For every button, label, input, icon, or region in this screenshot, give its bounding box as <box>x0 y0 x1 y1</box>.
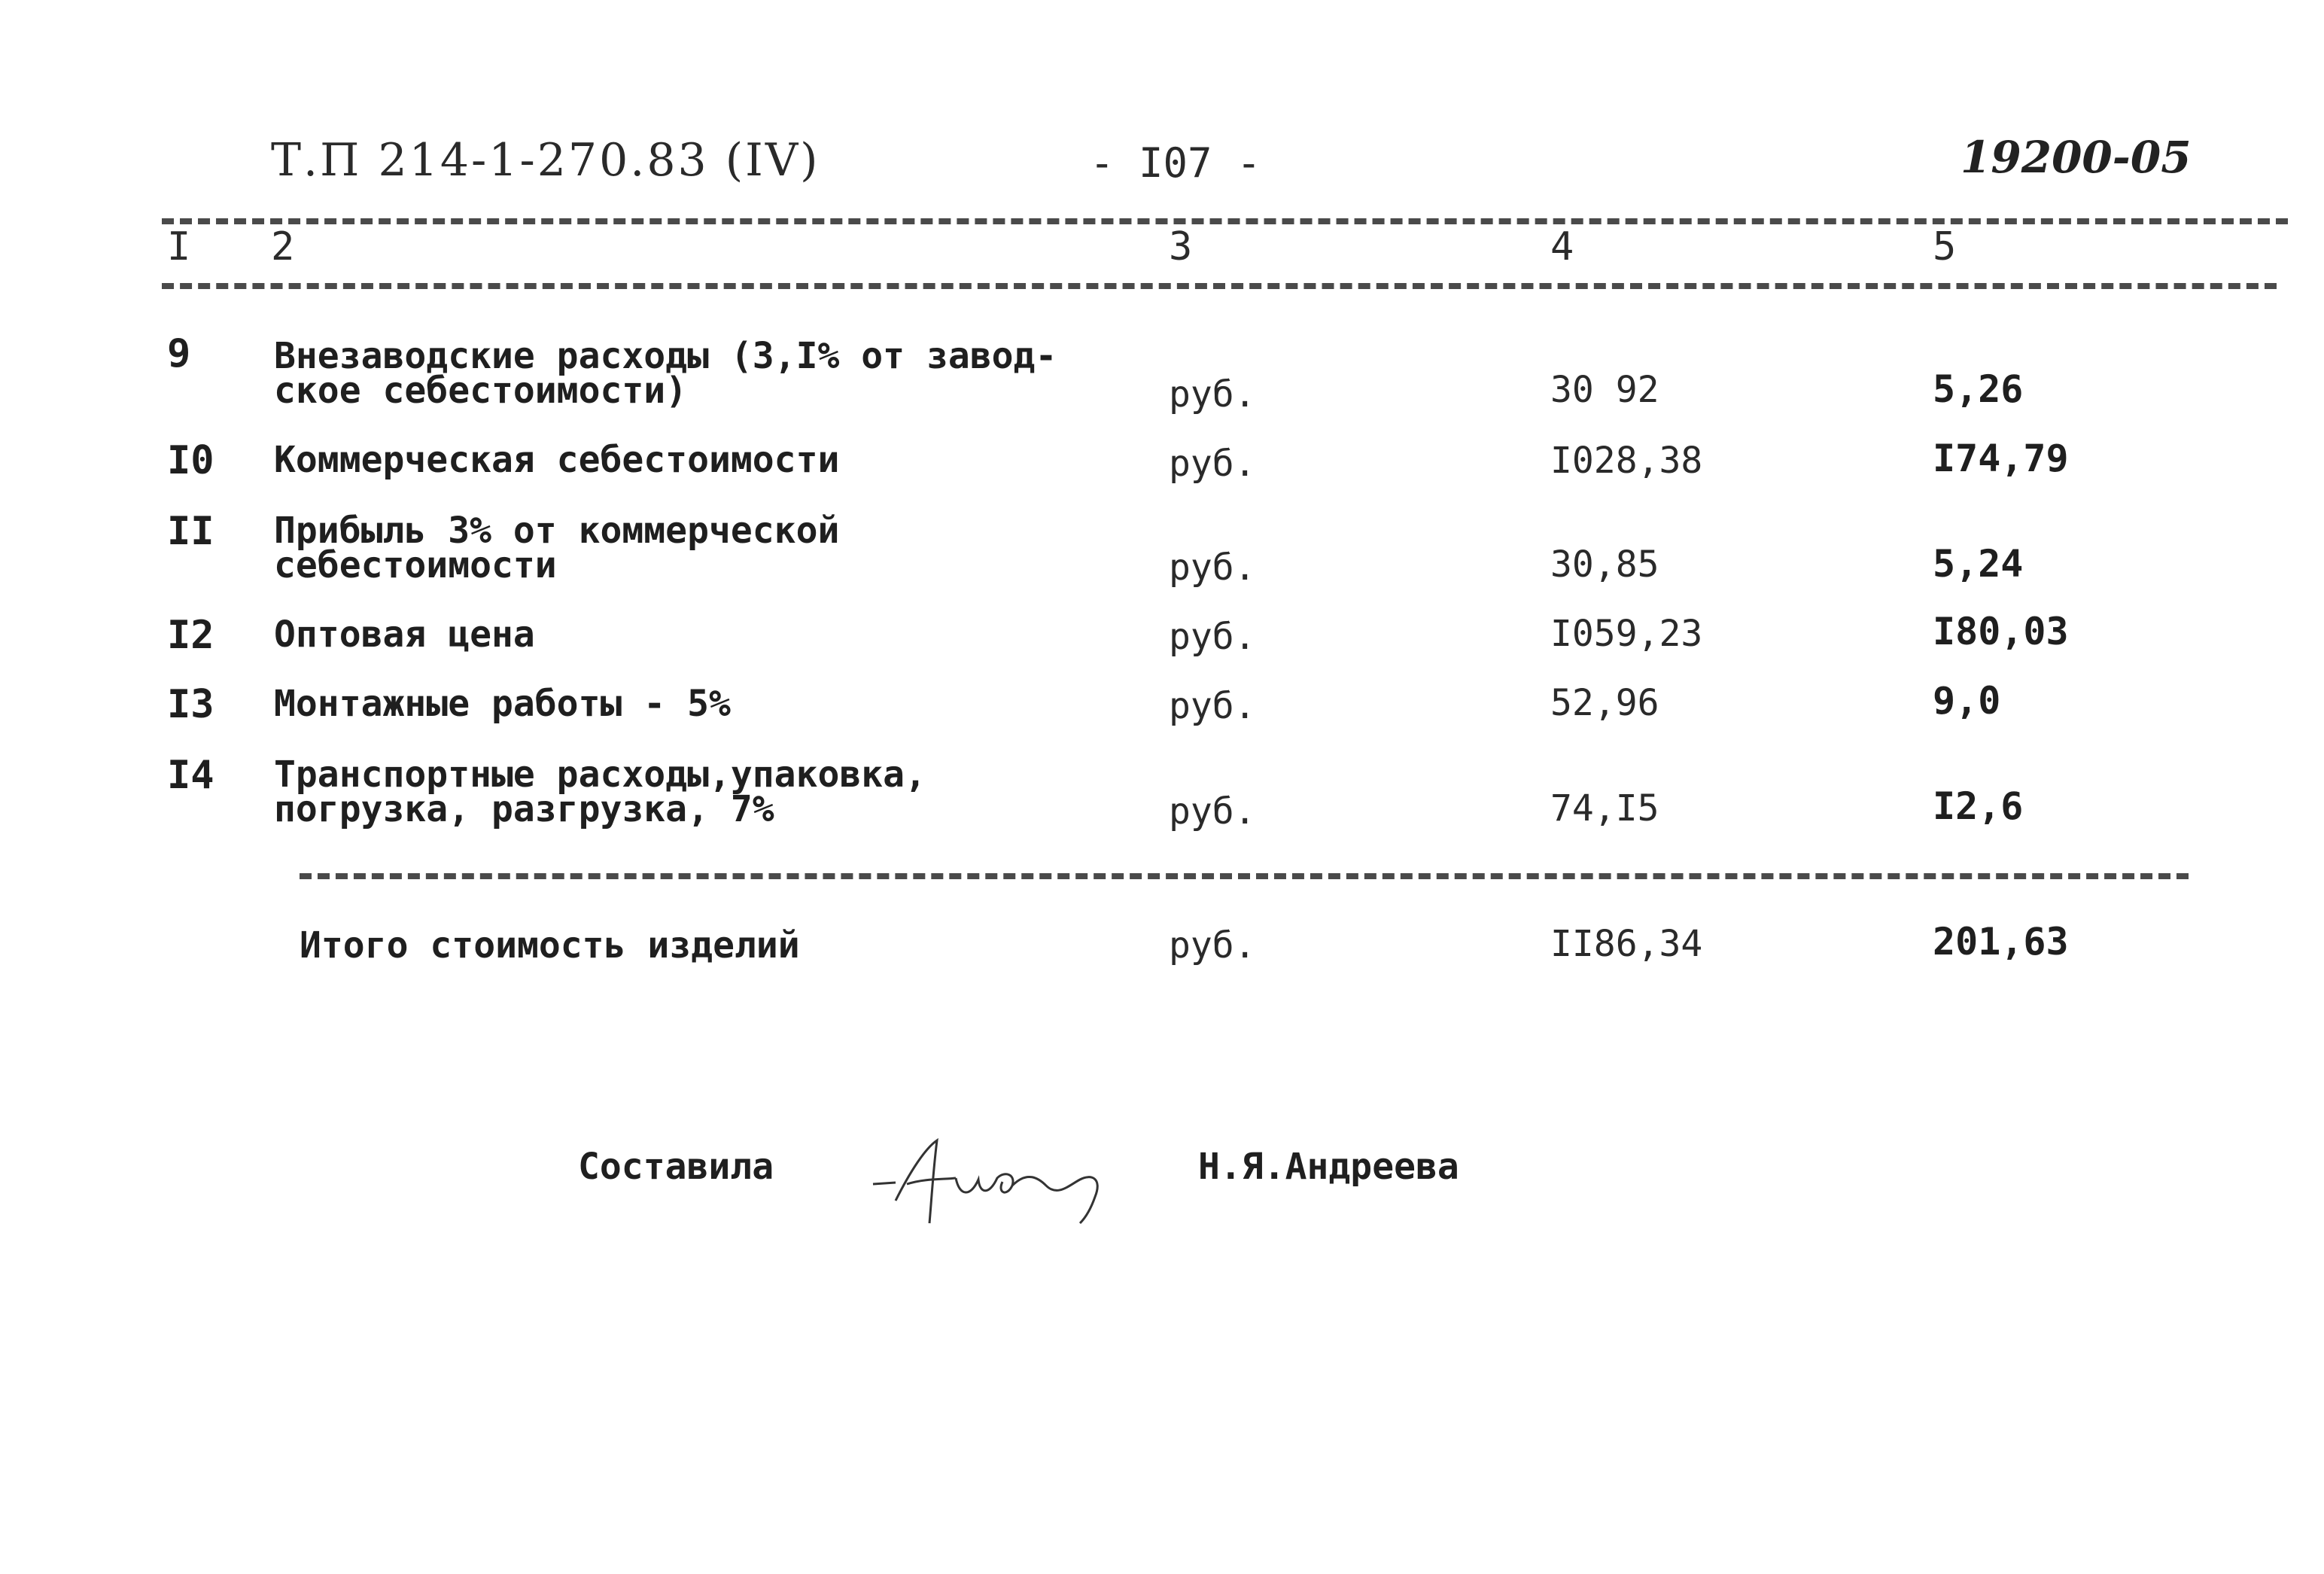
column-header-2: 2 <box>271 224 295 269</box>
row-unit: руб. <box>1169 443 1256 485</box>
row-value-4: 30 92 <box>1550 369 1659 411</box>
document-code: Т.П 214-1-270.83 (IV) <box>271 134 820 187</box>
total-separator <box>300 873 2189 879</box>
page-number: - I07 - <box>1090 139 1261 187</box>
column-header-5: 5 <box>1933 224 1957 269</box>
row-unit: руб. <box>1169 546 1256 589</box>
row-number: 9 <box>167 331 191 376</box>
row-unit: руб. <box>1169 685 1256 727</box>
total-value-5: 201,63 <box>1933 920 2069 964</box>
signature-image <box>865 1125 1121 1238</box>
compiler-name: Н.Я.Андреева <box>1198 1146 1459 1188</box>
total-label: Итого стоимость изделий <box>300 924 800 967</box>
header-bottom-rule <box>162 283 2277 289</box>
row-description-line2: погрузка, разгрузка, 7% <box>274 788 774 830</box>
row-value-5: 9,0 <box>1933 679 2001 723</box>
row-unit: руб. <box>1169 373 1256 416</box>
row-description-line1: Монтажные работы - 5% <box>274 683 731 725</box>
compiled-by-label: Составила <box>578 1146 774 1188</box>
row-number: I2 <box>167 613 214 658</box>
header-top-rule <box>162 218 2288 224</box>
row-value-4: 30,85 <box>1550 543 1659 586</box>
row-value-4: 74,I5 <box>1550 787 1659 830</box>
row-description-line1: Коммерческая себестоимости <box>274 439 840 481</box>
column-header-3: 3 <box>1169 224 1193 269</box>
row-value-5: 5,24 <box>1933 542 2024 586</box>
row-unit: руб. <box>1169 790 1256 833</box>
row-description-line2: себестоимости <box>274 544 557 586</box>
row-value-5: 5,26 <box>1933 367 2024 411</box>
row-description-line1: Транспортные расходы,упаковка, <box>274 754 926 796</box>
row-description-line1: Внезаводские расходы (3,I% от завод- <box>274 335 1057 377</box>
row-number: I4 <box>167 753 214 798</box>
row-value-4: 52,96 <box>1550 682 1659 724</box>
row-unit: руб. <box>1169 616 1256 658</box>
row-description-line1: Прибыль 3% от коммерческой <box>274 510 840 552</box>
column-header-4: 4 <box>1550 224 1574 269</box>
row-value-4: I028,38 <box>1550 440 1703 482</box>
row-value-5: I2,6 <box>1933 784 2024 828</box>
row-value-5: I74,79 <box>1933 437 2069 480</box>
row-number: I0 <box>167 438 214 483</box>
row-number: II <box>167 509 214 554</box>
row-value-4: I059,23 <box>1550 613 1703 655</box>
row-number: I3 <box>167 682 214 727</box>
total-value-4: II86,34 <box>1550 923 1703 965</box>
row-description-line1: Оптовая цена <box>274 613 535 656</box>
archive-number: 19200-05 <box>1960 132 2192 183</box>
row-description-line2: ское себестоимости) <box>274 370 688 412</box>
row-value-5: I80,03 <box>1933 610 2069 653</box>
column-header-1: I <box>167 224 191 269</box>
total-unit: руб. <box>1169 924 1256 967</box>
